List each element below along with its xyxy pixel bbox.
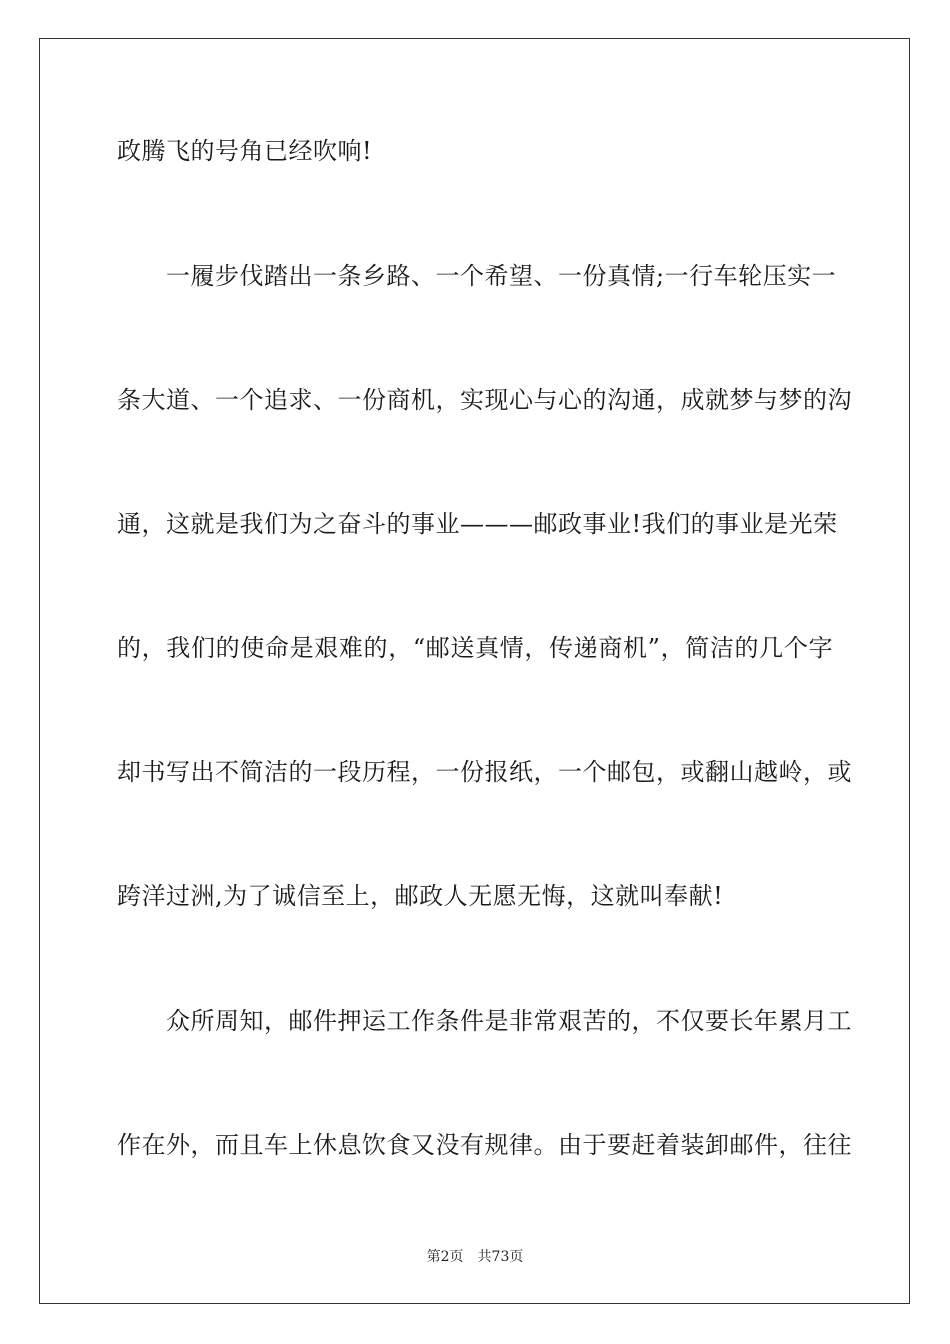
page-footer [0,1248,950,1266]
text-line: 跨洋过洲,为了诚信至上，邮政人无愿无悔，这就叫奉献! [117,882,724,910]
text-line: 政腾飞的号角已经吹响! [117,137,373,165]
page-border [39,38,910,1304]
text-line: 的，我们的使命是艰难的，“邮送真情，传递商机”，简洁的几个字 [117,634,833,662]
text-line: 众所周知，邮件押运工作条件是非常艰苦的，不仅要长年累月工 [117,1007,852,1035]
text-line: 通，这就是我们为之奋斗的事业———邮政事业!我们的事业是光荣 [117,510,838,538]
text-line: 却书写出不简洁的一段历程，一份报纸，一个邮包，或翻山越岭，或 [117,758,852,786]
text-line: 一履步伐踏出一条乡路、一个希望、一份真情;一行车轮压实一 [117,262,837,290]
page-total: 共73页 [477,1249,524,1265]
text-line: 作在外，而且车上休息饮食又没有规律。由于要赶着装卸邮件，往往 [117,1131,852,1159]
page-number: 第2页 [426,1249,464,1265]
text-line: 条大道、一个追求、一份商机，实现心与心的沟通，成就梦与梦的沟 [117,386,852,414]
